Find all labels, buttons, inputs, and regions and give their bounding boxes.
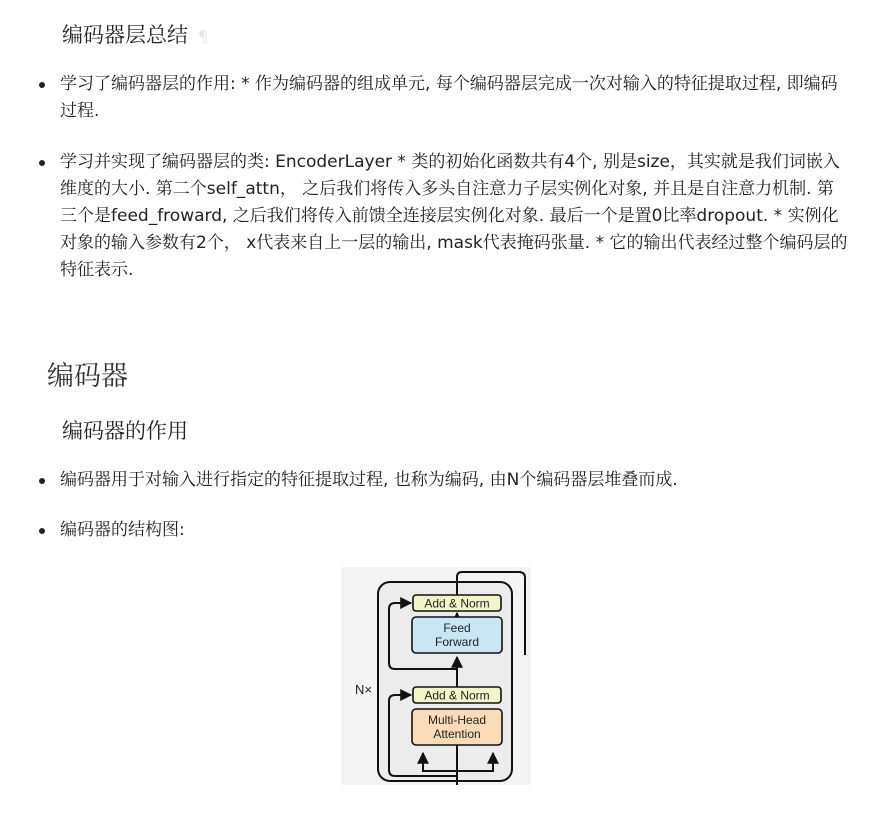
nx-label: N× [355, 682, 372, 697]
diagram-svg [341, 567, 531, 785]
section-heading-encoder-layer-summary [62, 19, 208, 49]
encoder-list [0, 467, 850, 494]
heading-text: 编码器层总结 [62, 23, 188, 47]
encoder-block [378, 582, 512, 781]
list-item-text: 编码器的结构图: [60, 520, 185, 540]
section-subheading-encoder-role [62, 415, 188, 445]
list-item-text: 编码器用于对输入进行指定的特征提取过程, 也称为编码, 由N个编码器层堆叠而成. [60, 470, 678, 490]
feed-forward-line1: Feed [443, 621, 471, 635]
encoder-structure-diagram [341, 567, 531, 785]
encoder-list-2 [0, 517, 850, 544]
summary-list-2 [0, 149, 850, 284]
list-item [0, 149, 850, 284]
anchor-link[interactable]: ¶ [198, 27, 209, 46]
add-norm-bottom-label: Add & Norm [424, 688, 490, 703]
feed-forward-line2: Forward [434, 635, 480, 649]
list-item [0, 517, 850, 544]
attention-line1: Multi-Head [427, 713, 487, 727]
list-item-text: 学习并实现了编码器层的类: EncoderLayer * 类的初始化函数共有4个, 别是size，其实就是我们词嵌入维度的大小. 第二个self_attn， 之后我们将传入多头自注意力子层实例化对象, 并且是自注意力机制. 第三个是feed_froward, 之后我们将传入前馈全连接层实例化对象. 最后一个是置0比率dropout. * 实例化对象的输入参数有2个， x代表来自上一层的输出, mask代表掩码张量. * 它的输出代表经过整个编码层的特征表示. [60, 152, 848, 280]
title-text: 编码器 [47, 361, 128, 392]
summary-list [0, 71, 850, 125]
list-item [0, 71, 850, 125]
subheading-text: 编码器的作用 [62, 419, 188, 443]
list-item-text: 学习了编码器层的作用: * 作为编码器的组成单元, 每个编码器层完成一次对输入的特征提取过程, 即编码过程. [60, 74, 838, 121]
section-title-encoder [47, 354, 128, 393]
list-item [0, 467, 850, 494]
attention-line2: Attention [433, 727, 481, 741]
add-norm-top-label: Add & Norm [424, 596, 490, 611]
